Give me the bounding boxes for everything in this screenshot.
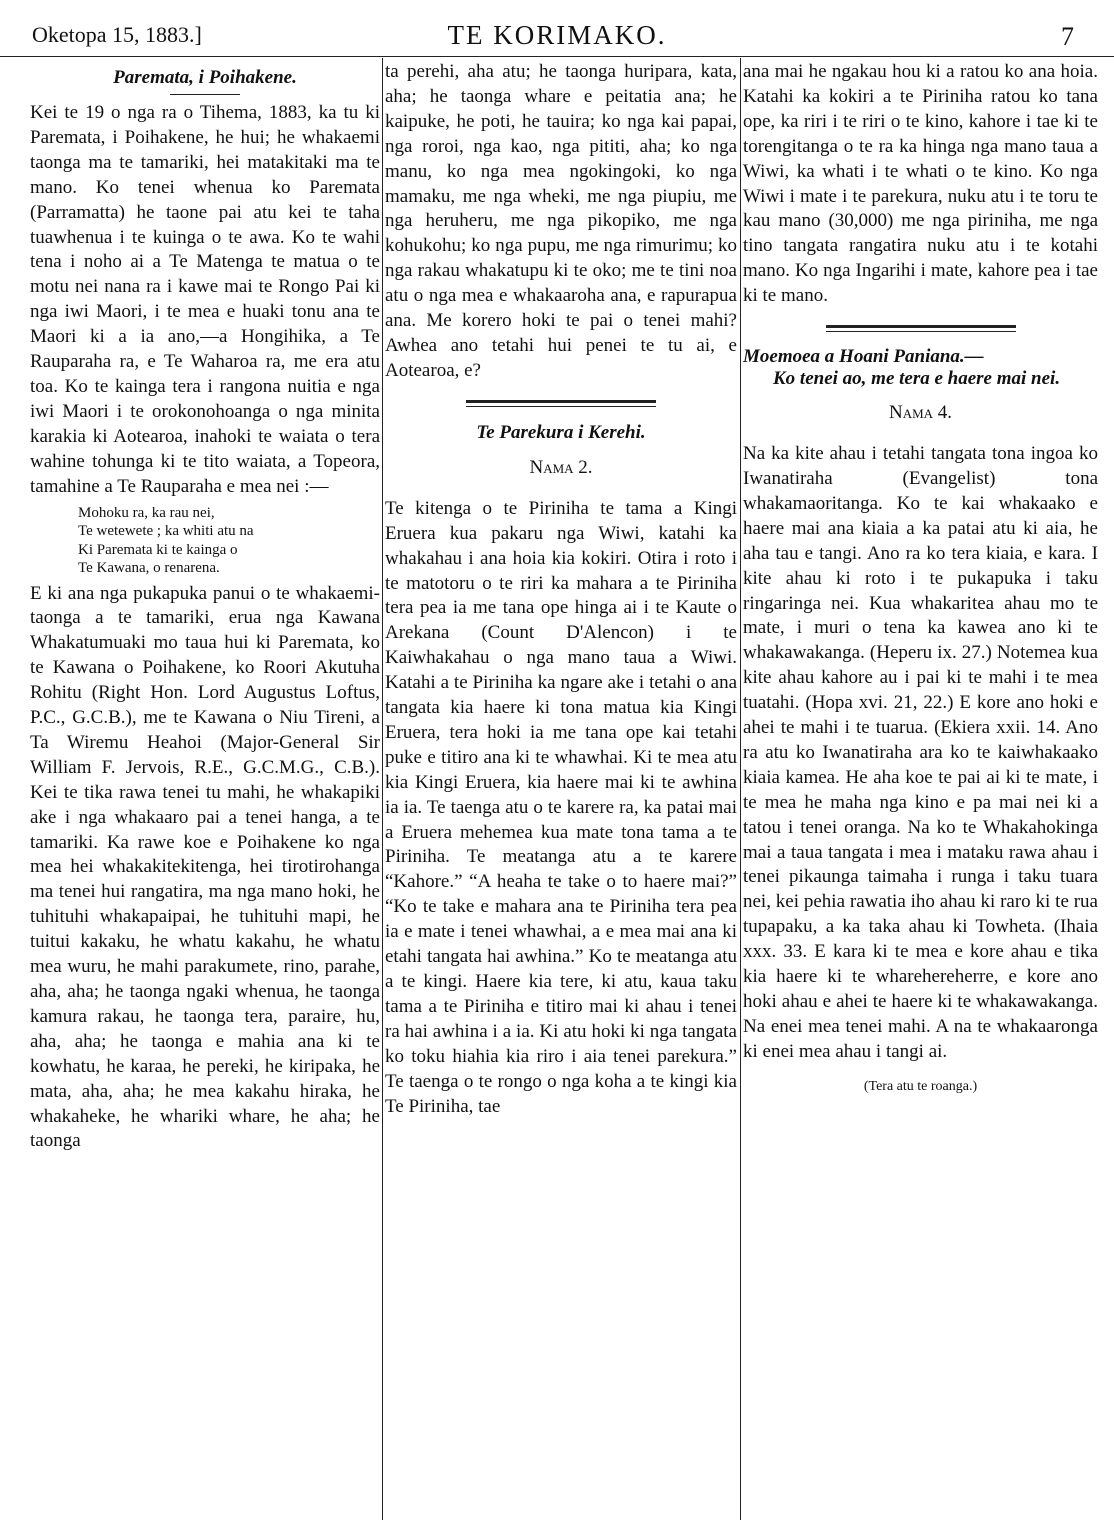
- poem-line: Mohoku ra, ka rau nei,: [78, 504, 215, 521]
- article-paragraph: ana mai he ngakau hou ki a ratou ko ana hoia. Katahi ka kokiri a te Piriniha ratou ko tana ope, ka riri i te riri o te kino, kahore i tae ki te torengitanga o te ra ka hinga nga mano taua a Wiwi, ka whati i te whati o te kino. Ko nga Wiwi i mate i te parekura, nuku atu i te toru te kau mano (30,000) me nga piriniha, me nga tino tangata rangatira nuku atu i te kotahi mano. Ko nga Ingarihi i mate, kahore pea i tae ki te mano.: [743, 61, 1098, 307]
- column-3: [743, 60, 1098, 1520]
- article-heading: Paremata, i Poihakene.: [113, 67, 297, 88]
- article-paragraph: Kei te 19 o nga ra o Tihema, 1883, ka tu ki Paremata, i Poihakene, he hui; he whakaemi taonga ma te tamariki, hei matakitaki ma te mano. Ko tenei whenua ko Paremata (Parramatta) he taone pai atu kei te taha tuawhenua i te kuinga o te awa. Ko te wahi tena i noho ai a Te Matenga te matua o te motu nei nana ra i kawe mai te Rongo Pai ki nga iwi Maori, i te mea e huaki tonu ana te Maori ki a ia ano,—a Hongihika, a Te Rauparaha ra, e Te Waharoa ra, me era atu toa. Ko te kainga tera i rangona nuitia e nga iwi Maori i te orokonohoanga o nga minita karakia ki Aotearoa, inahoki te waiata o tera wahine tohunga ki te tito waiata, a Topeora, tamahine a Te Rauparaha e mea nei :—: [30, 102, 380, 497]
- issue-date: Oketopa 15, 1883.]: [32, 22, 202, 47]
- article-paragraph: Te kitenga o te Piriniha te tama a Kingi Eruera kua pakaru nga Wiwi, katahi ka whakahau i ana hoia kia kokiri. Otira i roto i te matotoru o te riri ka mahara a te Piriniha tera pea ia me tana ope hinga ai i te Kaute o Arekana (Count D'Alencon) i te Kaiwhakahau o nga mano taua a Wiwi. Katahi a te Piriniha ka ngare ake i tetahi o ana tangata kia haere ki tona matua kia Kingi Eruera, tera hoki ia me tana ope kai tetahi puke e titiro ana ki te whawhai. Ki te mea atu kia Kingi Eruera, kia haere mai ki te awhina ia ia. Te taenga atu o te karere ra, ka patai mai a Eruera mehemea kua mate tona tama a te Piriniha. Te meatanga atu a te karere “Kahore.” “A heaha te take o to haere mai?” “Ko te take e mahara ana te Piriniha tera pea ia e mate i tenei whawhai, a e mea mai ana ki etahi tangata hai awhina.” Ko te meatanga atu a te kingi. Haere kia tere, ki atu, kaua taku tama a te Piriniha e titiro mai ki ahau i tenei ra hai awhina i a ia. Ki atu hoki ki nga tangata ko toku hiahia kia riro i aia tenei parekura.” Te taenga o te rongo o nga koha a te kingi kia Te Piriniha, tae: [385, 497, 737, 1117]
- poem-line: Ki Paremata ki te kainga o: [78, 541, 238, 558]
- heading-line: Ko tenei ao, me tera e haere mai nei.: [773, 368, 1061, 390]
- section-number: Nama 4.: [888, 402, 953, 424]
- column-1: [30, 60, 380, 1520]
- article-paragraph: Na ka kite ahau i tetahi tangata tona ingoa ko Iwanatiraha (Evangelist) tona whakamaoritanga. Ko te kai whakaako e haere mai ana kiaia a ka patai atu ki aia, he aha tau e tangi. Ano ra ko tera kiaia, e kara. I kite ahau ki roto i te pukapuka i taku ringaringa nei. Kua whakaritea ahau mo te mate, i muri o tena ka kawea ano ki te whakawakanga. (Heperu ix. 27.) Notemea kua kite ahau kahore au i pai ki te mahi i te mea tuatahi. (Hopa xvi. 21, 22.) E kore ano hoki e ahei te mahi i te tuarua. (Ekiera xxii. 14. Ano ra atu ko Iwanatiraha ara ko te kaiwhakaako kiaia kamea. He aha koe te pai ai ki te mate, i te mea he maha nga kino e pa mai nei ki a tatou i tenei oranga. Na ko te Whakahokinga mai a taua tangata i mea i mataku rawa ahau i tenei pikaunga taimaha i runga i taku tuara nei, kei pehia rawatia iho ahau ki raro ki te rua tupapaku, a ka taka ahau ki Towheta. (Ihaia xxx. 33. E kara ki te mea e kore ahau e tika kia haere ki te wharehereherre, e kore ano hoki ahau e ahei te haere ki te whakawakanga. Na enei mea tenei mahi. A na te whakaaronga ki enei mea ahau i tangi ai.: [743, 443, 1098, 1062]
- page-header: [0, 0, 1114, 57]
- article-paragraph: E ki ana nga pukapuka panui o te whakaemi-taonga a te tamariki, erua nga Kawana Whakatumuaki mo taua hui ki Paremata, ko te Kawana o Poihakene, ko Roori Akutuha Rohitu (Right Hon. Lord Augustus Loftus, P.C., G.C.B.), me te Kawana o Niu Tireni, a Ta Wiremu Heahoi (Major-General Sir William F. Jervois, R.E., G.C.M.G., C.B.). Kei te tika rawa tenei tu mahi, he whakapiki ake i nga whakaaro pai a tenei hanga, a te tamariki. Ka rawe koe e Poihakene ko nga mea hei whakakitekitenga, hei tirotirohanga ma tenei hui rangatira, ma nga mano hoki, he tuhituhi whakapaipai, he tuhituhi mapi, he tuitui kakaku, he whatu kakahu, he whatu mea wuru, he mahi parakumete, rino, parahe, aha, aha; he taonga ngaki whenua, he taonga kamura rakau, he taonga tera, paraire, hu, aha, aha; he taonga e mahia ana ki te kowhatu, he karaa, he pereki, he kiripaka, he mata, aha, aha; he mea kakahu hiraka, he whakaheke, he whariki whare, he aha; he taonga: [30, 582, 380, 1152]
- column-divider: [740, 58, 741, 1520]
- section-number: Nama 2.: [529, 456, 593, 478]
- poem-line: Te wetewete ; ka whiti atu na: [78, 523, 254, 539]
- continued-note: (Tera atu te roanga.): [863, 1078, 978, 1094]
- double-rule: [826, 325, 1016, 332]
- column-divider: [382, 58, 383, 1520]
- double-rule: [466, 400, 656, 407]
- heading-line: Moemoea a Hoani Paniana.—: [743, 346, 984, 368]
- poem-line: Te Kawana, o renarena.: [78, 560, 220, 576]
- poem-quote: [30, 504, 380, 578]
- column-2: [385, 60, 737, 1520]
- article-heading: Te Parekura i Kerehi.: [476, 421, 646, 443]
- short-rule: [170, 94, 240, 95]
- article-paragraph: ta perehi, aha atu; he taonga huripara, kata, aha; he taonga whare e peitatia ana; he kaipuke, he poti, he tauira; ko nga kai papai, nga roroi, nga kao, nga pititi, aha; ko nga manu, ko nga mea ngokingoki, ko nga mamaku, me nga wheki, me nga piupiu, me nga heruheru, me nga pikopiko, me nga kohukohu; ko nga pupu, me nga rimurimu; ko nga rakau whakatupu ki te oko; me te tini noa atu o nga mea e whakaaroha ana, e rapurapua ana. Me korero hoki te pai o tenei mahi? Awhea ano tetahi hui penei te tu ai, e Aotearoa, e?: [385, 61, 737, 381]
- page-number: 7: [1061, 22, 1074, 51]
- newspaper-title: TE KORIMAKO.: [447, 20, 667, 50]
- article-heading: [743, 346, 1098, 390]
